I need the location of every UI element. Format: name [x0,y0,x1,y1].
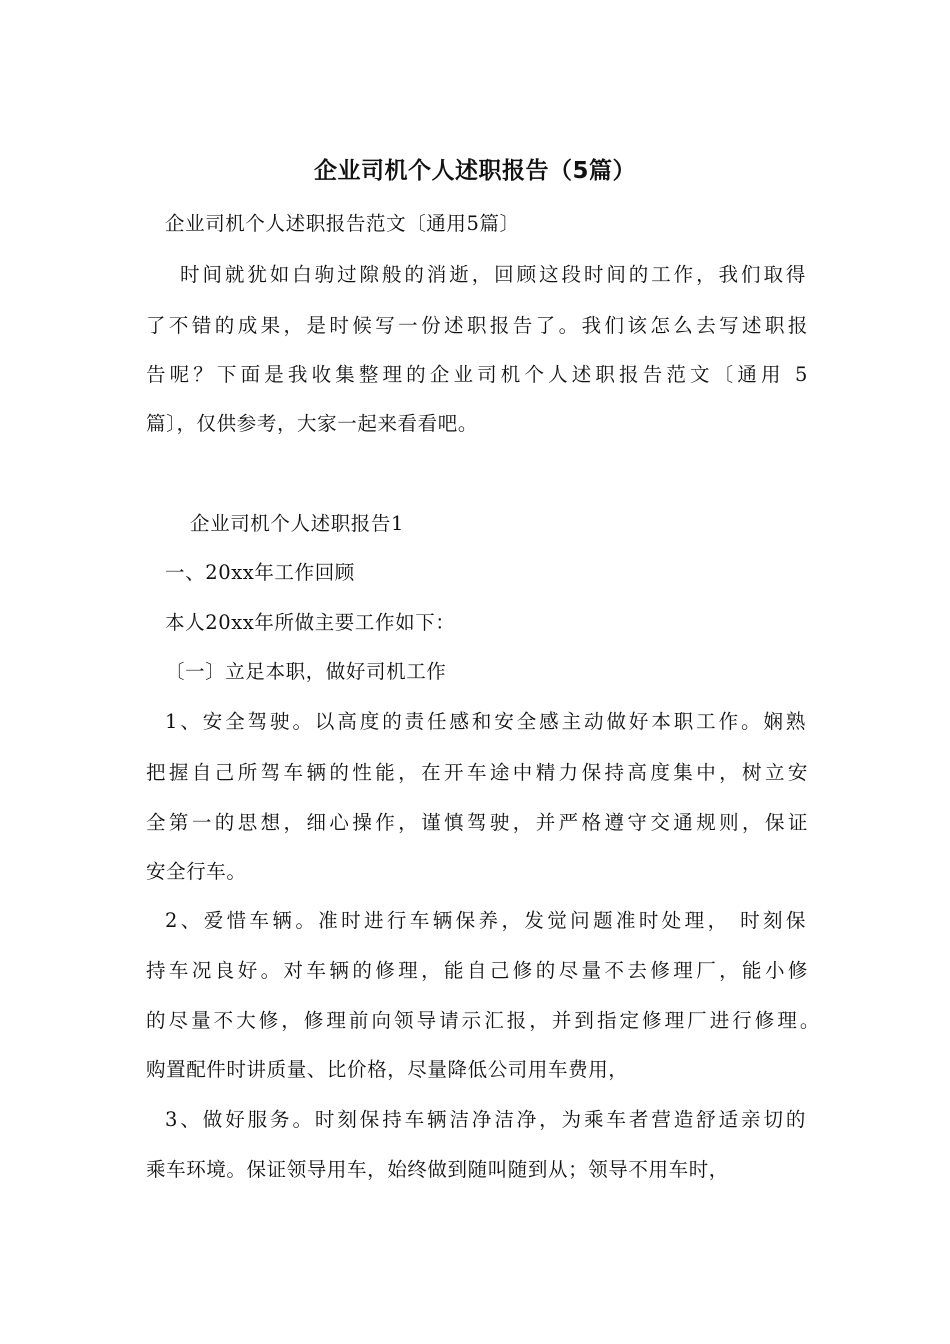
item2-line-3: 的尽量不大修，修理前向领导请示汇报，并到指定修理厂进行修理。 [146,1009,820,1032]
intro-line-3: 告呢？下面是我收集整理的企业司机个人述职报告范文〔通用 5 [146,363,808,386]
intro-line-1: 时间就犹如白驹过隙般的消逝，回顾这段时间的工作，我们取得 [180,263,806,286]
item1-line-3: 全第一的思想，细心操作，谨慎驾驶，并严格遵守交通规则，保证 [146,811,808,834]
item2-line-2: 持车况良好。对车辆的修理，能自己修的尽量不去修理厂，能小修 [146,959,808,982]
report-heading: 企业司机个人述职报告1 [190,512,405,535]
item2-line-4: 购置配件时讲质量、比价格，尽量降低公司用车费用， [146,1058,629,1081]
item2-line-1: 2、爱惜车辆。准时进行车辆保养，发觉问题准时处理， 时刻保 [165,909,806,932]
item3-line-2: 乘车环境。保证领导用车，始终做到随叫随到从；领导不用车时， [146,1158,729,1181]
item1-line-2: 把握自己所驾车辆的性能，在开车途中精力保持高度集中，树立安 [146,761,808,784]
work-intro: 本人20xx年所做主要工作如下： [165,611,456,634]
item1-line-1: 1、安全驾驶。以高度的责任感和安全感主动做好本职工作。娴熟 [165,710,806,733]
document-subtitle: 企业司机个人述职报告范文〔通用5篇〕 [165,212,520,235]
subsection-heading: 〔一〕立足本职，做好司机工作 [165,660,447,683]
document-title: 企业司机个人述职报告（5篇） [313,158,636,184]
intro-line-4: 篇〕，仅供参考，大家一起来看看吧。 [146,412,478,435]
item3-line-1: 3、做好服务。时刻保持车辆洁净洁净，为乘车者营造舒适亲切的 [165,1108,806,1131]
intro-line-2: 了不错的成果，是时候写一份述职报告了。我们该怎么去写述职报 [146,314,808,337]
item1-line-4: 安全行车。 [146,860,247,883]
section-heading: 一、20xx年工作回顾 [165,561,355,584]
